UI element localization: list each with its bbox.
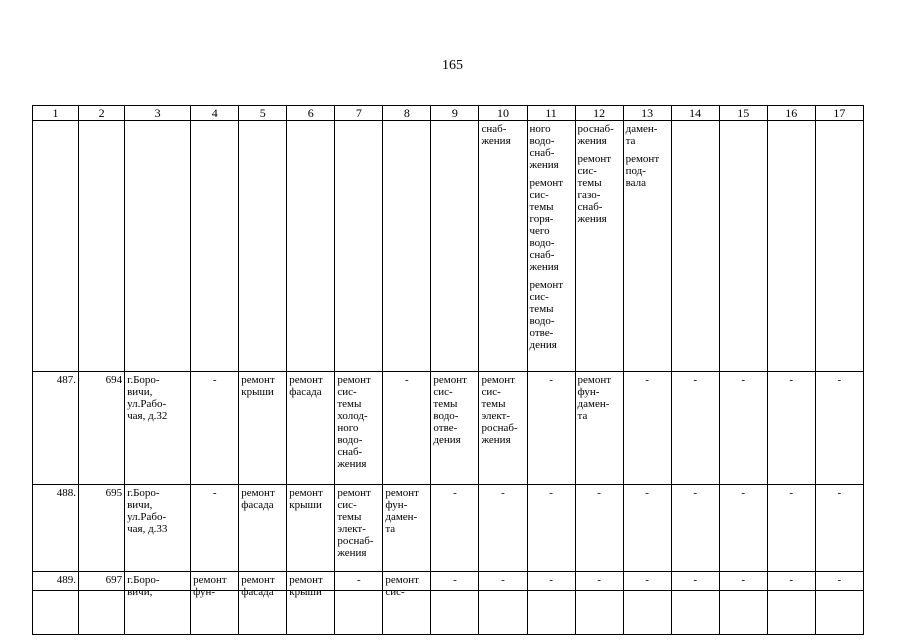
- cell-text: -: [645, 574, 649, 586]
- cell-text: ремонт фун-: [193, 574, 227, 598]
- cell-text: ремонт сис- темы горя- чего водо- снаб- жения: [529, 177, 564, 273]
- cell-text: -: [789, 574, 794, 586]
- cell-text: ремонт сис- темы газо- снаб- жения: [577, 153, 612, 225]
- cell-text: -: [693, 374, 697, 386]
- table-cell: [671, 121, 719, 372]
- cell-text: 697: [105, 574, 123, 586]
- table-cell: [479, 121, 527, 372]
- table-cell: [383, 485, 431, 572]
- table-cell: [239, 485, 287, 572]
- column-number-15: 15: [719, 106, 767, 121]
- table-cell: [431, 372, 479, 485]
- column-number-4: 4: [191, 106, 239, 121]
- cell-text: ремонт под- вала: [625, 153, 660, 189]
- cell-text: г.Боро- вичи, ул.Рабо- чая, д.33: [127, 487, 168, 535]
- cell-text: -: [453, 487, 457, 499]
- cell-text: ремонт сис- темы водо- отве- дения: [529, 279, 564, 351]
- cell-text: г.Боро- вичи,: [127, 574, 160, 598]
- cell-text: -: [741, 487, 746, 499]
- table-cell: [719, 121, 767, 372]
- table-cell: [815, 572, 863, 635]
- table-cell: [79, 572, 125, 635]
- table-cell: [815, 121, 863, 372]
- table-cell: [287, 572, 335, 635]
- cell-text: -: [405, 374, 409, 386]
- table-body: [33, 106, 864, 635]
- cell-text: ремонт сис- темы водо- отве- дения: [433, 374, 467, 446]
- table-cell: [383, 572, 431, 635]
- cell-text: 489.: [56, 574, 77, 586]
- cell-text: -: [741, 374, 746, 386]
- cell-text: -: [789, 487, 794, 499]
- cell-text: -: [837, 487, 842, 499]
- table-cell: [383, 121, 431, 372]
- cell-text: дамен- та: [625, 123, 658, 147]
- table-row: [33, 485, 864, 572]
- table-cell: [287, 372, 335, 485]
- cell-text: ремонт фасада: [241, 487, 275, 511]
- table-cell: [125, 485, 191, 572]
- cell-text: 694: [105, 374, 123, 386]
- cell-text: ремонт фасада: [241, 574, 275, 598]
- table-row: [33, 372, 864, 485]
- cell-text: -: [453, 574, 457, 586]
- table-cell: [239, 572, 287, 635]
- cell-text: ремонт крыши: [241, 374, 275, 398]
- table-cell: [623, 572, 671, 635]
- cell-text: ремонт сис- темы элект- роснаб- жения: [337, 487, 374, 559]
- cell-text: -: [212, 374, 217, 386]
- column-number-1: 1: [33, 106, 79, 121]
- cell-text: -: [837, 374, 842, 386]
- cell-text: -: [549, 374, 553, 386]
- cell-text: снаб- жения: [481, 123, 511, 147]
- table-cell: [815, 372, 863, 485]
- column-number-8: 8: [383, 106, 431, 121]
- table-cell: [623, 485, 671, 572]
- table-cell: [287, 485, 335, 572]
- table-cell: [191, 121, 239, 372]
- column-number-16: 16: [767, 106, 815, 121]
- column-number-2: 2: [79, 106, 125, 121]
- column-number-7: 7: [335, 106, 383, 121]
- cell-text: ремонт сис-: [385, 574, 419, 598]
- column-number-14: 14: [671, 106, 719, 121]
- table-cell: [623, 372, 671, 485]
- page-number: 165: [442, 58, 463, 73]
- cell-text: -: [357, 574, 361, 586]
- cell-text: ремонт крыши: [289, 574, 323, 598]
- table-cell: [767, 485, 815, 572]
- cell-text: ремонт фун- дамен- та: [385, 487, 419, 535]
- table-cell: [239, 121, 287, 372]
- table-cell: [335, 572, 383, 635]
- column-number-6: 6: [287, 106, 335, 121]
- table-cell: [191, 372, 239, 485]
- table-cell: [767, 372, 815, 485]
- table-cell: [79, 121, 125, 372]
- cell-text: ремонт сис- темы холод- ного водо- снаб- жения: [337, 374, 371, 470]
- cell-text: -: [597, 487, 601, 499]
- data-table: [32, 105, 864, 635]
- table-cell: [33, 572, 79, 635]
- table-cell: [125, 572, 191, 635]
- cell-text: 695: [105, 487, 123, 499]
- table-cell: [431, 572, 479, 635]
- table-cell: [527, 372, 575, 485]
- cell-text: -: [212, 487, 217, 499]
- table-cell: [479, 572, 527, 635]
- table-cell: [335, 372, 383, 485]
- table-cell: [479, 372, 527, 485]
- column-number-row: [33, 106, 864, 121]
- table-cell: [575, 572, 623, 635]
- table-cell: [575, 372, 623, 485]
- table-cell: [191, 485, 239, 572]
- cell-text: -: [501, 487, 505, 499]
- column-number-11: 11: [527, 106, 575, 121]
- cell-text: роснаб- жения: [577, 123, 614, 147]
- cell-text: ремонт сис- темы элект- роснаб- жения: [481, 374, 518, 446]
- column-number-10: 10: [479, 106, 527, 121]
- table-cell: [719, 485, 767, 572]
- table-cell: [125, 372, 191, 485]
- table-cell: [575, 485, 623, 572]
- table-cell: [125, 121, 191, 372]
- table-cell: [479, 485, 527, 572]
- cell-text: 488.: [56, 487, 77, 499]
- column-number-17: 17: [815, 106, 863, 121]
- table-cell: [719, 372, 767, 485]
- table-cell: [527, 485, 575, 572]
- table-cell: [33, 121, 79, 372]
- column-number-9: 9: [431, 106, 479, 121]
- cell-text: ремонт фасада: [289, 374, 323, 398]
- cell-text: ремонт крыши: [289, 487, 323, 511]
- table-row: [33, 572, 864, 635]
- table-cell: [79, 485, 125, 572]
- column-number-3: 3: [125, 106, 191, 121]
- cell-text: -: [597, 574, 601, 586]
- table-cell: [719, 572, 767, 635]
- table-container: [32, 105, 864, 598]
- cell-text: -: [549, 487, 553, 499]
- table-cell: [431, 485, 479, 572]
- table-cell: [671, 372, 719, 485]
- column-number-13: 13: [623, 106, 671, 121]
- table-cell: [335, 121, 383, 372]
- table-row: [33, 121, 864, 372]
- table-cell: [383, 372, 431, 485]
- cell-text: -: [741, 574, 746, 586]
- cell-text: ного водо- снаб- жения: [529, 123, 559, 171]
- table-cell: [33, 372, 79, 485]
- table-cell: [575, 121, 623, 372]
- cell-text: -: [645, 487, 649, 499]
- table-cell: [239, 372, 287, 485]
- table-cell: [79, 372, 125, 485]
- cell-text: -: [645, 374, 649, 386]
- table-cell: [527, 572, 575, 635]
- cell-text: -: [501, 574, 505, 586]
- cell-text: 487.: [56, 374, 77, 386]
- table-cell: [671, 572, 719, 635]
- table-cell: [623, 121, 671, 372]
- cell-text: -: [549, 574, 553, 586]
- cell-text: -: [789, 374, 794, 386]
- cell-text: г.Боро- вичи, ул.Рабо- чая, д.32: [127, 374, 168, 422]
- table-cell: [767, 121, 815, 372]
- cell-text: -: [837, 574, 842, 586]
- table-cell: [287, 121, 335, 372]
- table-cell: [335, 485, 383, 572]
- table-cell: [191, 572, 239, 635]
- table-cell: [671, 485, 719, 572]
- column-number-12: 12: [575, 106, 623, 121]
- column-number-5: 5: [239, 106, 287, 121]
- cell-text: -: [693, 487, 697, 499]
- table-cell: [815, 485, 863, 572]
- table-cell: [527, 121, 575, 372]
- cell-text: ремонт фун- дамен- та: [577, 374, 612, 422]
- table-cell: [767, 572, 815, 635]
- table-cell: [431, 121, 479, 372]
- table-cell: [33, 485, 79, 572]
- cell-text: -: [693, 574, 697, 586]
